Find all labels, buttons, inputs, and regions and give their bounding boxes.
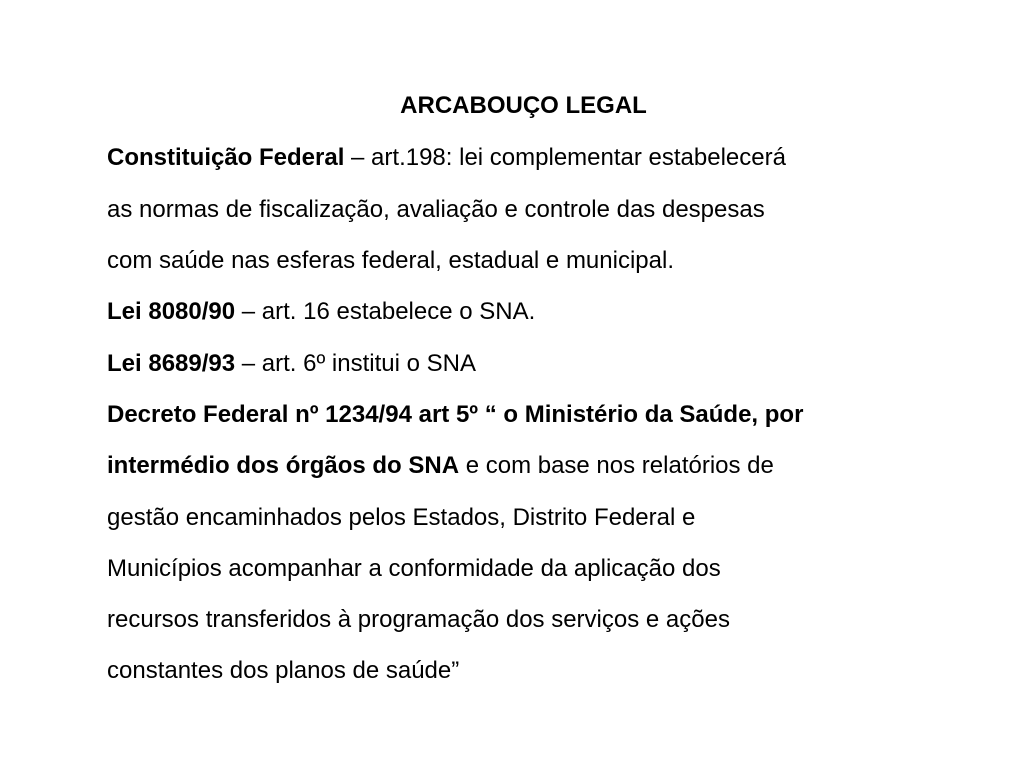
decreto-line-2-bold: intermédio dos órgãos do SNA [107, 452, 460, 479]
lei-8080-label: Lei 8080/90 [107, 298, 236, 325]
decreto-line-4: Municípios acompanhar a conformidade da aplicação dos [107, 555, 721, 582]
constituicao-line-3: com saúde nas esferas federal, estadual e municipal. [107, 247, 674, 274]
decreto-line-5: recursos transferidos à programação dos serviços e ações [107, 606, 730, 633]
slide-title: ARCABOUÇO LEGAL [400, 92, 647, 119]
lei-8080-text: – art. 16 estabelece o SNA. [235, 298, 536, 325]
lei-8689-label: Lei 8689/93 [107, 350, 236, 377]
constituicao-line-2: as normas de fiscalização, avaliação e controle das despesas [107, 196, 765, 223]
constituicao-line-1 [107, 142, 786, 174]
decreto-line-1: Decreto Federal nº 1234/94 art 5º “ o Ministério da Saúde, por [107, 401, 804, 428]
lei-8689-text: – art. 6º institui o SNA [235, 350, 476, 377]
lei-8080-line [107, 296, 535, 328]
decreto-line-2 [107, 450, 774, 482]
constituicao-label: Constituição Federal [107, 144, 345, 171]
constituicao-text-1: – art.198: lei complementar estabelecerá [344, 144, 786, 171]
decreto-line-6: constantes dos planos de saúde” [107, 657, 460, 684]
decreto-line-2-text: e com base nos relatórios de [459, 452, 774, 479]
lei-8689-line [107, 348, 476, 380]
decreto-line-3: gestão encaminhados pelos Estados, Distrito Federal e [107, 504, 696, 531]
